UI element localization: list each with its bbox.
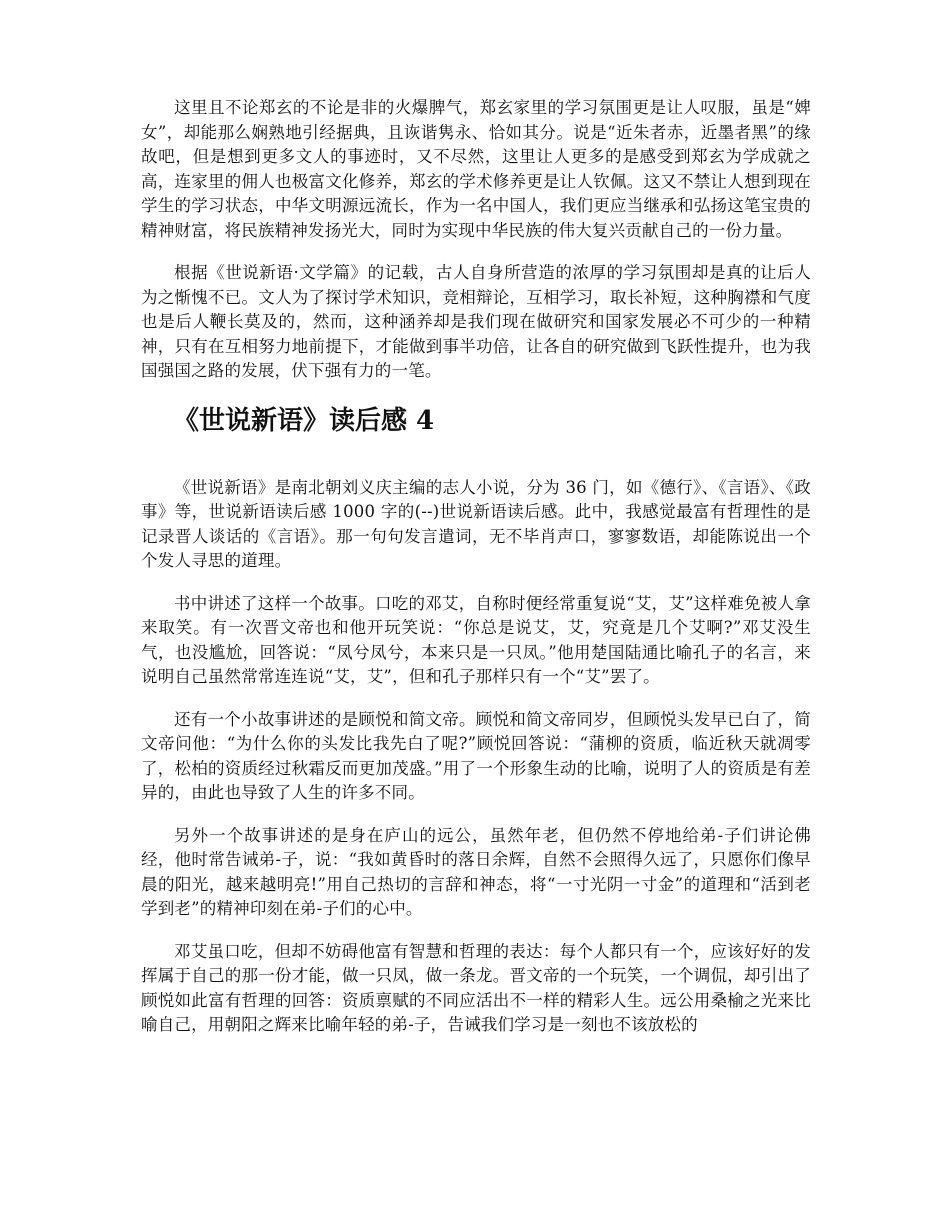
- body-paragraph: 书中讲述了这样一个故事。口吃的邓艾，自称时便经常重复说“艾，艾”这样难免被人拿来取笑。有一次晋文帝也和他开玩笑说：“你总是说艾，艾，究竟是几个艾啊?”邓艾没生气，也没尴尬，回答说：“凤兮凤兮，本来只是一只凤。”他用楚国陆通比喻孔子的名言，来说明自己虽然常常连连说“艾，艾”，但和孔子那样只有一个“艾”罢了。: [141, 593, 811, 686]
- document-page: [141, 96, 811, 1038]
- paragraph-spacer: [141, 690, 811, 708]
- paragraph-spacer: [141, 574, 811, 592]
- section-spacer: [141, 384, 811, 404]
- paragraph-spacer: [141, 243, 811, 261]
- section-spacer: [141, 438, 811, 476]
- body-paragraph: 根据《世说新语·文学篇》的记载，古人自身所营造的浓厚的学习氛围却是真的让后人为之惭愧不已。文人为了探讨学术知识，竞相辩论，互相学习，取长补短，这种胸襟和气度也是后人鞭长莫及的，然而，这种涵养却是我们现在做研究和国家发展必不可少的一种精神，只有在互相努力地前提下，才能做到事半功倍，让各自的研究做到飞跃性提升，也为我国强国之路的发展，伏下强有力的一笔。: [141, 263, 811, 380]
- section-heading: 《世说新语》读后感 4: [173, 405, 435, 436]
- body-paragraph: 邓艾虽口吃，但却不妨碍他富有智慧和哲理的表达：每个人都只有一个，应该好好的发挥属于自己的那一份才能，做一只凤，做一条龙。晋文帝的一个玩笑，一个调侃，却引出了顾悦如此富有哲理的回答：资质禀赋的不同应活出不一样的精彩人生。远公用桑榆之光来比喻自己，用朝阳之辉来比喻年轻的弟-子，告诫我们学习是一刻也不该放松的: [141, 941, 811, 1034]
- body-paragraph: 这里且不论郑玄的不论是非的火爆脾气，郑玄家里的学习氛围更是让人叹服，虽是“婢女”，却能那么娴熟地引经据典，且诙谐隽永、恰如其分。说是“近朱者赤，近墨者黑”的缘故吧，但是想到更多文人的事迹时，又不尽然，这里让人更多的是感受到郑玄为学成就之高，连家里的佣人也极富文化修养，郑玄的学术修养更是让人钦佩。这又不禁让人想到现在学生的学习状态，中华文明源远流长，作为一名中国人，我们更应当继承和弘扬这笔宝贵的精神财富，将民族精神发扬光大，同时为实现中华民族的伟大复兴贡献自己的一份力量。: [141, 98, 811, 240]
- paragraph-spacer: [141, 922, 811, 940]
- paragraph-spacer: [141, 806, 811, 824]
- body-paragraph: 另外一个故事讲述的是身在庐山的远公，虽然年老，但仍然不停地给弟-子们讲论佛经，他时常告诫弟-子，说：“我如黄昏时的落日余辉，自然不会照得久远了，只愿你们像早晨的阳光，越来越明亮!”用自己热切的言辞和神态，将“一寸光阴一寸金”的道理和“活到老学到老”的精神印刻在弟-子们的心中。: [141, 825, 811, 918]
- body-paragraph: 还有一个小故事讲述的是顾悦和简文帝。顾悦和简文帝同岁，但顾悦头发早已白了，简文帝问他：“为什么你的头发比我先白了呢?”顾悦回答说：“蒲柳的资质，临近秋天就凋零了，松柏的资质经过秋霜反而更加茂盛。”用了一个形象生动的比喻，说明了人的资质是有差异的，由此也导致了人生的许多不同。: [141, 709, 811, 802]
- body-paragraph: 《世说新语》是南北朝刘义庆主编的志人小说，分为 36 门，如《德行》、《言语》、《政事》等，世说新语读后感 1000 字的(--)世说新语读后感。此中，我感觉最富有哲理性的是记录晋人谈话的《言语》。那一句句发言遣词，无不毕肖声口，寥寥数语，却能陈说出一个个发人寻思的道理。: [141, 477, 811, 570]
